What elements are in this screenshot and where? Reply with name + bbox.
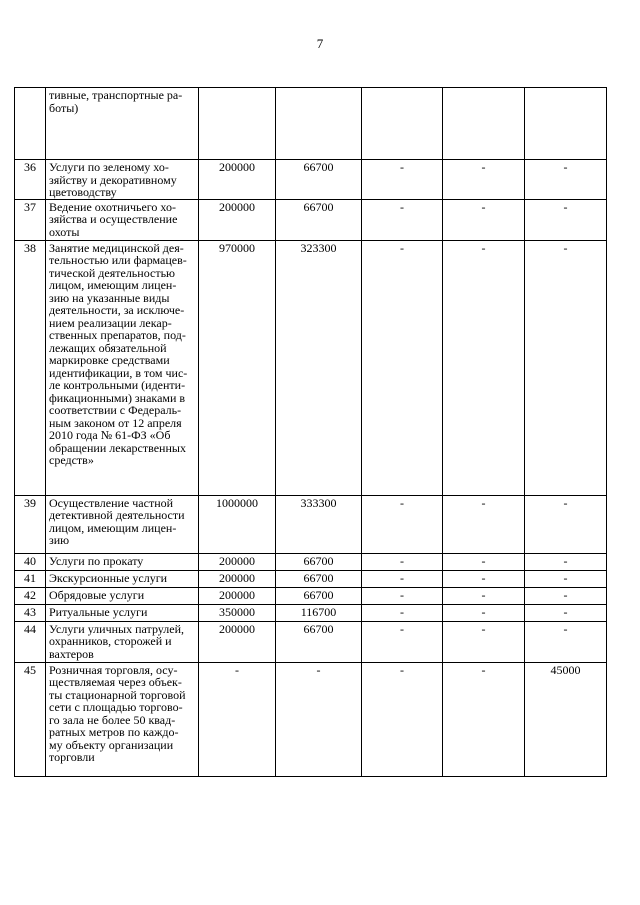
service-name: Осуществление частной детективной деятельности лицом, имеющим лицен- зию: [46, 495, 199, 553]
value-col-2: [276, 88, 362, 160]
row-number: 40: [15, 553, 46, 570]
service-name: Экскурсионные услуги: [46, 570, 199, 587]
value-col-3: -: [362, 604, 443, 621]
service-name: Услуги уличных патрулей, охранников, сторожей и вахтеров: [46, 621, 199, 662]
value-col-4: -: [443, 553, 525, 570]
value-col-4: -: [443, 587, 525, 604]
value-col-3: -: [362, 160, 443, 200]
table-row: [15, 495, 607, 553]
row-number: 38: [15, 240, 46, 495]
value-col-1: 200000: [199, 160, 276, 200]
service-name: Ритуальные услуги: [46, 604, 199, 621]
value-col-4: -: [443, 495, 525, 553]
tax-rates-table: [14, 87, 607, 777]
row-number: 37: [15, 199, 46, 240]
service-name: Услуги по зеленому хо- зяйству и декоративному цветоводству: [46, 160, 199, 200]
table-row: [15, 662, 607, 776]
value-col-2: 66700: [276, 199, 362, 240]
value-col-5: [525, 88, 607, 160]
value-col-5: -: [525, 621, 607, 662]
value-col-2: 66700: [276, 621, 362, 662]
value-col-1: 200000: [199, 553, 276, 570]
table-row: [15, 604, 607, 621]
value-col-4: -: [443, 604, 525, 621]
value-col-2: 333300: [276, 495, 362, 553]
value-col-3: -: [362, 240, 443, 495]
value-col-2: 66700: [276, 553, 362, 570]
value-col-4: [443, 88, 525, 160]
table-row: [15, 160, 607, 200]
value-col-5: -: [525, 495, 607, 553]
row-number: 44: [15, 621, 46, 662]
value-col-1: 200000: [199, 621, 276, 662]
page-number: 7: [316, 36, 324, 51]
value-col-4: -: [443, 199, 525, 240]
value-col-4: -: [443, 662, 525, 776]
service-name: Занятие медицинской дея- тельностью или фармацев- тической деятельностью лицом, имеющим лицен- зию на указанные виды деятельности, за исключе- нием реализации лекар- ственных препаратов, под- лежащих обязательной маркировке средствами идентификации, в том чис- ле контрольными (иденти- фикационными) знаками в соответствии с Федераль- ным законом от 12 апреля 2010 года № 61-ФЗ «Об обращении лекарственных средств»: [46, 240, 199, 495]
value-col-1: [199, 88, 276, 160]
value-col-2: 66700: [276, 160, 362, 200]
row-number: [15, 88, 46, 160]
value-col-3: -: [362, 621, 443, 662]
service-name: тивные, транспортные ра- боты): [46, 88, 199, 160]
value-col-1: 200000: [199, 199, 276, 240]
value-col-1: -: [199, 662, 276, 776]
value-col-1: 350000: [199, 604, 276, 621]
value-col-2: 66700: [276, 587, 362, 604]
table-row: [15, 621, 607, 662]
table-row: [15, 240, 607, 495]
value-col-3: [362, 88, 443, 160]
value-col-4: -: [443, 240, 525, 495]
value-col-1: 1000000: [199, 495, 276, 553]
table-row: [15, 570, 607, 587]
value-col-1: 200000: [199, 587, 276, 604]
value-col-5: -: [525, 587, 607, 604]
row-number: 42: [15, 587, 46, 604]
service-name: Услуги по прокату: [46, 553, 199, 570]
value-col-4: -: [443, 160, 525, 200]
row-number: 36: [15, 160, 46, 200]
value-col-3: -: [362, 553, 443, 570]
value-col-5: -: [525, 160, 607, 200]
table-row: [15, 199, 607, 240]
service-name: Розничная торговля, осу- ществляемая через объек- ты стационарной торговой сети с площадью торгово- го зала не более 50 квад- ратных метров по каждо- му объекту организации торговли: [46, 662, 199, 776]
table-row: [15, 587, 607, 604]
value-col-3: -: [362, 570, 443, 587]
table-row: [15, 88, 607, 160]
service-name: Обрядовые услуги: [46, 587, 199, 604]
value-col-5: -: [525, 240, 607, 495]
table-row: [15, 553, 607, 570]
value-col-3: -: [362, 587, 443, 604]
value-col-1: 200000: [199, 570, 276, 587]
value-col-3: -: [362, 199, 443, 240]
value-col-4: -: [443, 570, 525, 587]
value-col-3: -: [362, 495, 443, 553]
service-name: Ведение охотничьего хо- зяйства и осуществление охоты: [46, 199, 199, 240]
row-number: 43: [15, 604, 46, 621]
value-col-2: -: [276, 662, 362, 776]
value-col-3: -: [362, 662, 443, 776]
value-col-5: -: [525, 199, 607, 240]
value-col-2: 66700: [276, 570, 362, 587]
value-col-5: -: [525, 553, 607, 570]
value-col-2: 116700: [276, 604, 362, 621]
value-col-5: -: [525, 570, 607, 587]
row-number: 39: [15, 495, 46, 553]
value-col-2: 323300: [276, 240, 362, 495]
value-col-5: 45000: [525, 662, 607, 776]
value-col-4: -: [443, 621, 525, 662]
value-col-5: -: [525, 604, 607, 621]
value-col-1: 970000: [199, 240, 276, 495]
row-number: 41: [15, 570, 46, 587]
row-number: 45: [15, 662, 46, 776]
